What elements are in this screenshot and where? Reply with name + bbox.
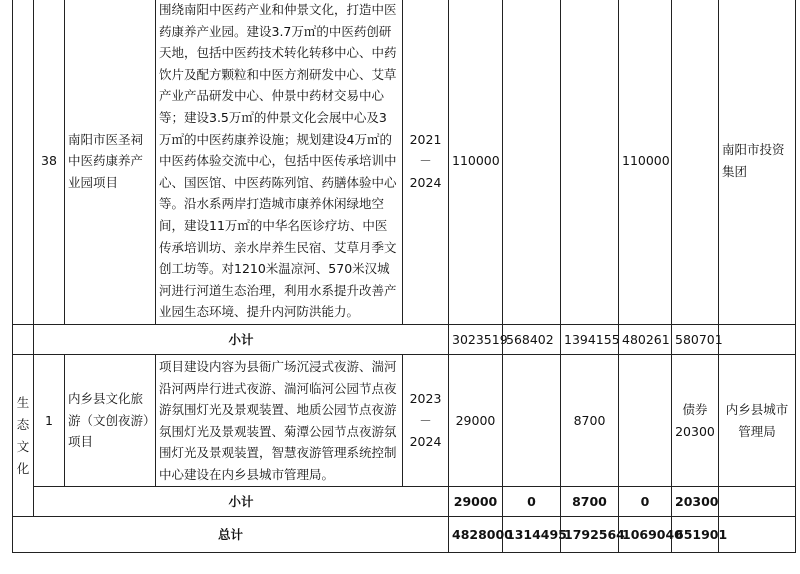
subtotal-value: 0 — [503, 487, 561, 517]
construction-period: 2023－2024 — [403, 354, 449, 487]
subtotal-row — [13, 487, 796, 517]
responsible-unit: 内乡县城市管理局 — [719, 354, 796, 487]
project-description: 围绕南阳中医药产业和仲景文化，打造中医药康养产业园。建设3.7万㎡的中医药创研天地，包括中医药技术转化转移中心、中药饮片及配方颗粒和中医方剂研发中心、艾草产业产品研发中心、仲景中药材交易中心等；建设3.5万㎡的仲景文化会展中心及3万㎡的中医药康养设施；规划建设4万㎡的中医药体验交流中心，包括中医传承培训中心、国医馆、中医药陈列馆、药膳体验中心等。沿水系两岸打造城市康养休闲绿地空间，建设11万㎡的中华名医诊疗坊、中医传承培训坊、亲水岸养生民宿、艾草月季文创工坊等。对1210米温凉河、570米汉城河进行河道生态治理，利用水系提升改善产业园生态环境、提升内河防洪能力。 — [156, 0, 403, 324]
empty-cell — [719, 517, 796, 553]
subtotal-value: 8700 — [561, 487, 619, 517]
category-char: 生 — [16, 394, 30, 410]
grand-total-value: 651901 — [672, 517, 719, 553]
project-description: 项目建设内容为县衙广场沉浸式夜游、湍河沿河两岸行进式夜游、湍河临河公园节点夜游氛围灯光及景观装置、地质公园节点夜游氛围灯光及景观装置、菊潭公园节点夜游氛围灯光及景观装置，智慧夜游管理系统控制中心建设在内乡县城市管理局。 — [156, 354, 403, 487]
subtotal-value: 1394155 — [561, 324, 619, 354]
subtotal-value: 580701 — [672, 324, 719, 354]
row-number: 38 — [34, 0, 65, 324]
subtotal-label: 小计 — [34, 487, 449, 517]
funding-col-4 — [619, 354, 672, 487]
subtotal-value: 568402 — [503, 324, 561, 354]
empty-cell — [719, 487, 796, 517]
grand-total-value: 4828000 — [449, 517, 503, 553]
table-row — [13, 0, 796, 324]
responsible-unit: 南阳市投资集团 — [719, 0, 796, 324]
grand-total-value: 1069040 — [619, 517, 672, 553]
project-table — [12, 0, 796, 553]
subtotal-row — [13, 324, 796, 354]
funding-col-5 — [672, 0, 719, 324]
funding-col-4: 110000 — [619, 0, 672, 324]
subtotal-value: 480261 — [619, 324, 672, 354]
subtotal-label: 小计 — [34, 324, 449, 354]
category-cell — [13, 324, 34, 354]
category-cell — [13, 0, 34, 324]
category-char: 态 — [16, 416, 30, 432]
empty-cell — [719, 324, 796, 354]
category-char: 文 — [16, 438, 30, 454]
row-number: 1 — [34, 354, 65, 487]
funding-col-5: 债券20300 — [672, 354, 719, 487]
subtotal-value: 29000 — [449, 487, 503, 517]
total-investment: 110000 — [449, 0, 503, 324]
funding-col-2 — [503, 0, 561, 324]
table-row — [13, 354, 796, 487]
grand-total-value: 1314495 — [503, 517, 561, 553]
grand-total-row — [13, 517, 796, 553]
project-name: 南阳市医圣祠中医药康养产业园项目 — [65, 0, 156, 324]
funding-col-2 — [503, 354, 561, 487]
total-investment: 29000 — [449, 354, 503, 487]
grand-total-value: 1792564 — [561, 517, 619, 553]
grand-total-label: 总计 — [13, 517, 449, 553]
subtotal-value: 3023519 — [449, 324, 503, 354]
funding-col-3 — [561, 0, 619, 324]
category-char: 化 — [16, 460, 30, 476]
construction-period: 2021－2024 — [403, 0, 449, 324]
subtotal-value: 20300 — [672, 487, 719, 517]
project-name: 内乡县文化旅游（文创夜游）项目 — [65, 354, 156, 487]
funding-col-3: 8700 — [561, 354, 619, 487]
category-label — [13, 354, 34, 517]
subtotal-value: 0 — [619, 487, 672, 517]
